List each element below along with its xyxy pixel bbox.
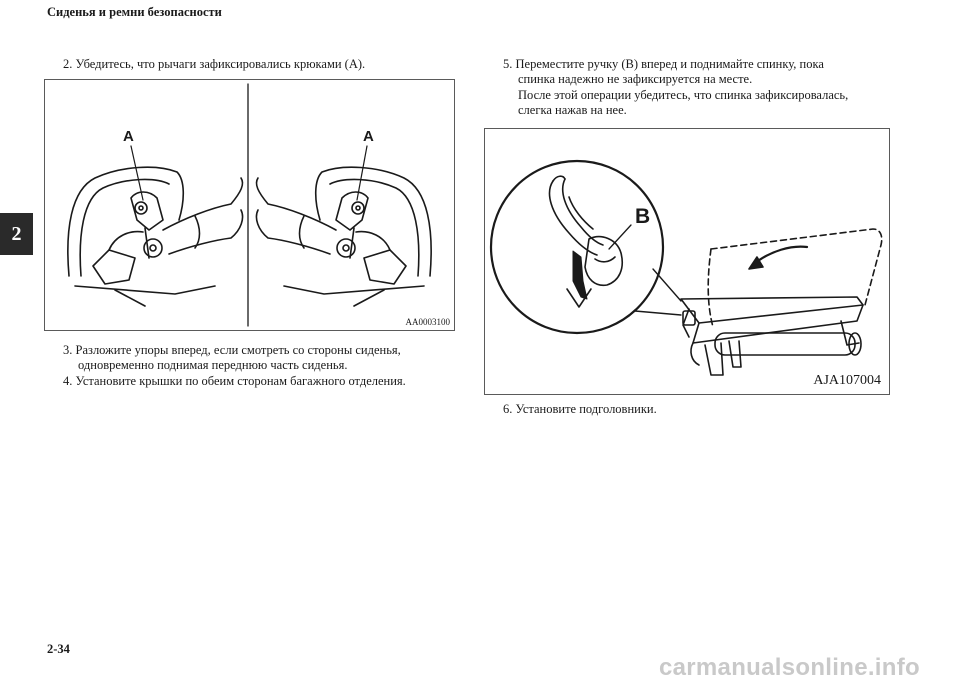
callout-a-right: A [363,128,374,145]
watermark: carmanualsonline.info [658,654,920,681]
lever-hooks-illustration [45,80,454,330]
figure-2-code: AJA107004 [813,373,881,388]
callout-a-left: A [123,128,134,145]
step-5-line-4: слегка нажав на нее. [518,103,627,117]
step-4-text: 4. Установите крышки по обеим сторонам багажного отделения. [63,374,406,388]
step-5-line-1: 5. Переместите ручку (B) вперед и поднимайте спинку, пока [503,57,824,71]
step-2-text: 2. Убедитесь, что рычаги зафиксировались крюками (А). [63,57,366,71]
chapter-tab: 2 [0,213,33,255]
figure-seatback-handle [484,128,890,395]
step-3-line-1: 3. Разложите упоры вперед, если смотреть со стороны сиденья, [63,343,401,357]
page-number: 2-34 [47,642,70,656]
seatback-handle-illustration [485,129,889,394]
step-5-line-2: спинка надежно не зафиксируется на месте. [518,72,753,86]
step-5-line-3: После этой операции убедитесь, что спинка зафиксировалась, [518,88,849,102]
figure-lever-hooks [44,79,455,331]
callout-b: B [635,205,651,228]
page-header-title: Сиденья и ремни безопасности [47,5,222,19]
step-3-line-2: одновременно поднимая переднюю часть сиденья. [78,358,348,372]
step-6-text: 6. Установите подголовники. [503,402,657,416]
figure-1-code: AA0003100 [405,317,450,327]
